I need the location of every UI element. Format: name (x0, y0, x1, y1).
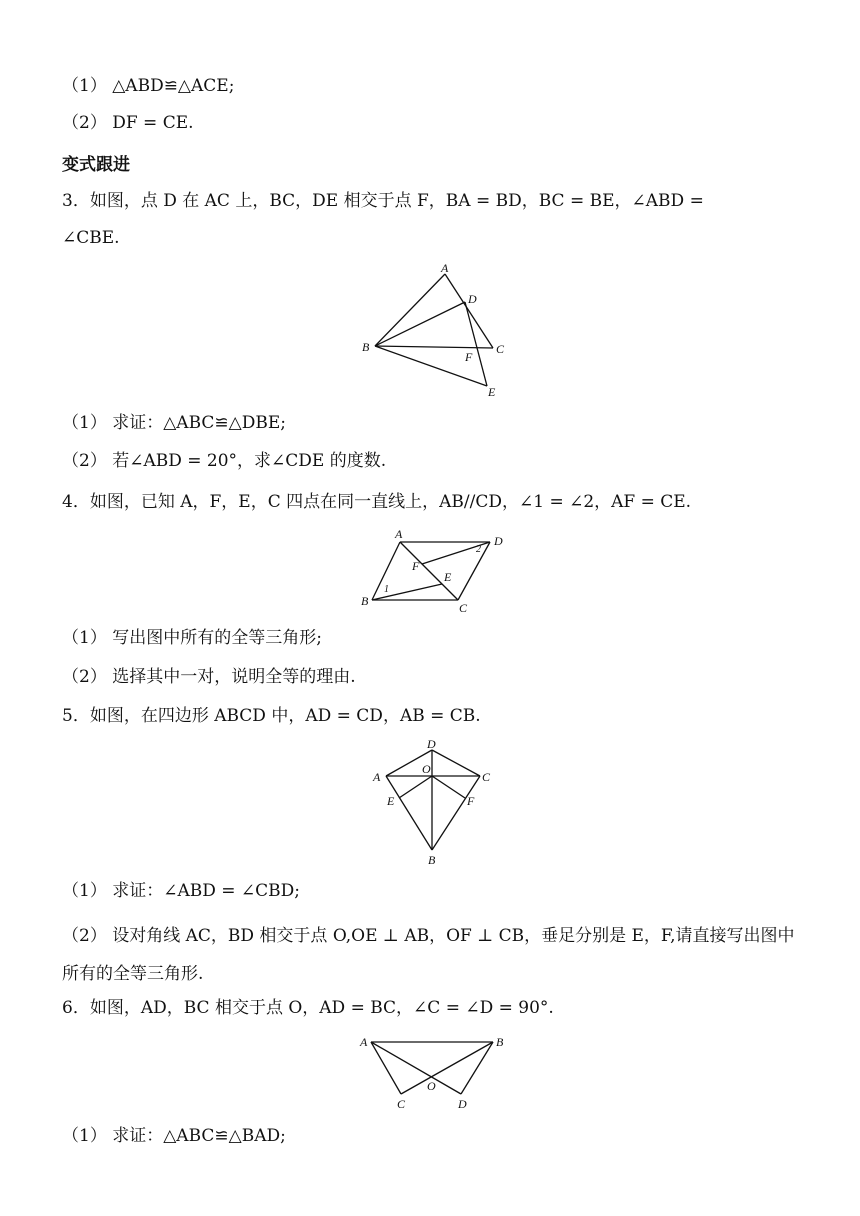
segment-bd (375, 302, 465, 346)
segment-ac (371, 1042, 401, 1094)
question-6-text: 6．如图，AD，BC 相交于点 O，AD = BC，∠C = ∠D = 90°. (62, 998, 554, 1018)
question-5-text: 5．如图，在四边形 ABCD 中，AD = CD，AB = CB. (62, 706, 481, 726)
label-c: C (459, 601, 468, 615)
label-d: D (458, 1097, 467, 1111)
label-d: D (427, 738, 436, 751)
figure-q6 (355, 1030, 515, 1112)
q4-sub-2: （2） 选择其中一对，说明全等的理由. (62, 667, 356, 687)
segment-ab (386, 776, 432, 850)
sub-question-2: （2） DF = CE. (62, 113, 194, 133)
q3-sub-1: （1） 求证：△ABC≌△DBE; (62, 413, 286, 433)
figure-q3 (355, 258, 515, 400)
label-d: D (468, 292, 477, 306)
label-f: F (467, 794, 475, 808)
segment-oe (399, 776, 432, 798)
section-heading: 变式跟进 (62, 155, 130, 175)
label-e: E (444, 570, 452, 584)
sub-question-1: （1） △ABD≌△ACE; (62, 76, 235, 96)
q3-sub-2: （2） 若∠ABD = 20°，求∠CDE 的度数. (62, 451, 387, 471)
question-4-text: 4．如图，已知 A，F，E，C 四点在同一直线上，AB//CD，∠1 = ∠2，AF = CE. (62, 492, 692, 512)
q5-sub-1: （1） 求证：∠ABD = ∠CBD; (62, 881, 301, 901)
label-a: A (441, 261, 449, 275)
segment-be (372, 584, 442, 600)
segment-dc (432, 750, 480, 776)
label-e: E (387, 794, 395, 808)
label-e: E (488, 385, 496, 399)
label-c: C (496, 342, 505, 356)
label-f: F (465, 350, 473, 364)
segment-de (465, 302, 487, 386)
segment-db (461, 1042, 493, 1094)
segment-ac (445, 274, 493, 348)
segment-bc (375, 346, 493, 348)
label-d: D (494, 534, 503, 548)
label-o: O (427, 1079, 436, 1093)
question-3-text: 3．如图，点 D 在 AC 上，BC，DE 相交于点 F，BA = BD，BC = BE，∠ABD = (62, 191, 704, 211)
label-a: A (360, 1035, 368, 1049)
label-c: C (482, 770, 491, 784)
label-b: B (362, 340, 370, 354)
segment-ab (375, 274, 445, 346)
q4-sub-1: （1） 写出图中所有的全等三角形; (62, 628, 322, 648)
figure-q4 (358, 528, 518, 618)
label-b: B (496, 1035, 504, 1049)
label-a: A (373, 770, 381, 784)
q5-sub-2: （2） 设对角线 AC，BD 相交于点 O,OE ⊥ AB，OF ⊥ CB，垂足分别是 E，F,请直接写出图中所有的全等三角形. (62, 926, 795, 984)
question-3-text-cont: ∠CBE. (62, 228, 120, 248)
label-f: F (412, 559, 420, 573)
angle-1-label: 1 (384, 584, 389, 595)
angle-2-label: 2 (476, 544, 481, 555)
label-o: O (422, 762, 431, 776)
segment-of (432, 776, 465, 798)
figure-q5 (368, 738, 498, 873)
label-b: B (361, 594, 369, 608)
label-b: B (428, 853, 436, 867)
label-c: C (397, 1097, 406, 1111)
q6-sub-1: （1） 求证：△ABC≌△BAD; (62, 1126, 286, 1146)
label-a: A (395, 528, 403, 541)
segment-cb (432, 776, 480, 850)
